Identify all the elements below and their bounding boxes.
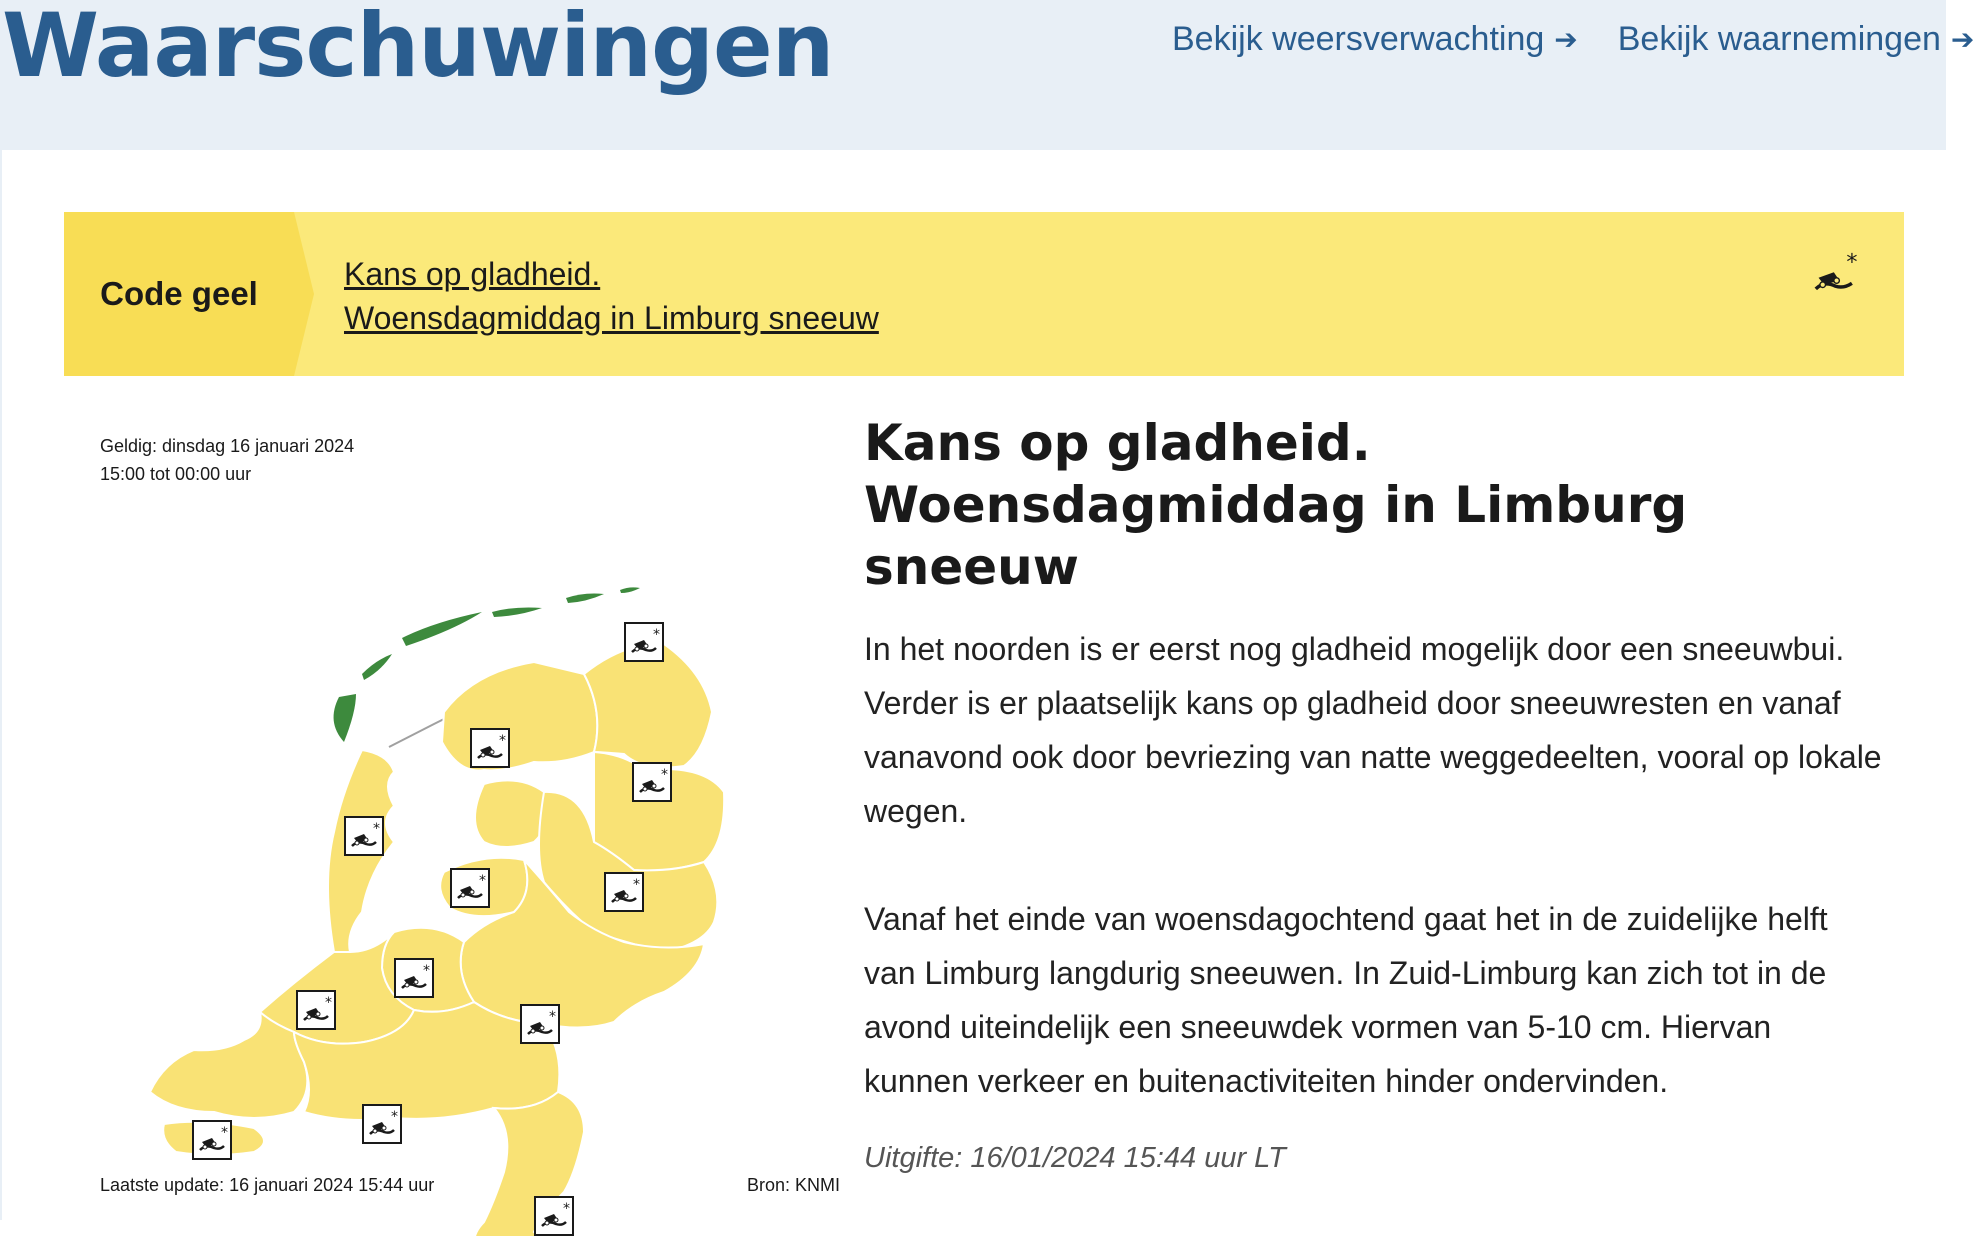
region-flevoland (475, 780, 547, 847)
warning-icon-noord-holland[interactable] (344, 816, 384, 856)
forecast-link-label: Bekijk weersverwachting (1172, 20, 1545, 58)
map-source: Bron: KNMI (746, 1175, 840, 1195)
warning-map (64, 412, 840, 1202)
warning-article (864, 412, 1884, 1175)
netherlands-map (64, 412, 814, 1202)
header-links (1172, 20, 1974, 59)
region-friesland (442, 662, 597, 770)
map-last-update: Laatste update: 16 januari 2024 15:44 uur (100, 1175, 435, 1195)
warning-code-label: Code geel (64, 212, 294, 376)
forecast-link[interactable] (1172, 20, 1578, 59)
arrow-right-icon: ➔ (1554, 24, 1578, 55)
warning-icon-drenthe[interactable] (632, 762, 672, 802)
map-validity (100, 432, 354, 488)
warning-icon-flevoland[interactable] (450, 868, 490, 908)
region-zeeland (150, 1012, 307, 1118)
page-title: Waarschuwingen (2, 0, 834, 97)
arrow-right-icon: ➔ (1950, 24, 1974, 55)
observations-link-label: Bekijk waarnemingen (1617, 20, 1941, 58)
article-paragraph-2: Vanaf het einde van woensdagochtend gaat het in de zuidelijke helft van Limburg langdurig sneeuwen. In Zuid-Limburg kan zich tot in de avond uiteindelijk een sneeuwdek vormen van 5-10 cm. Hiervan kunnen verkeer en buitenactiviteiten hinder ondervinden. (864, 901, 1828, 1099)
warning-icon-zeeland[interactable] (192, 1120, 232, 1160)
island-rottumeroog (620, 587, 640, 593)
warning-banner[interactable] (64, 212, 1904, 376)
svg-text:*: * (1846, 249, 1858, 276)
warning-icon-limburg[interactable] (534, 1196, 574, 1236)
banner-link-line1[interactable]: Kans op gladheid. (344, 256, 601, 292)
observations-link[interactable] (1618, 20, 1974, 59)
header-bar (0, 0, 1974, 150)
warning-icon-noord-brabant[interactable] (362, 1104, 402, 1144)
banner-links (344, 252, 879, 340)
island-schiermonnikoog (566, 594, 604, 604)
map-validity-time: 15:00 tot 00:00 uur (100, 464, 252, 484)
island-vlieland (362, 654, 392, 680)
warning-icon-groningen[interactable] (624, 622, 664, 662)
article-title: Kans op gladheid. Woensdagmiddag in Limburg sneeuw (864, 414, 1688, 596)
map-validity-date: Geldig: dinsdag 16 januari 2024 (100, 436, 355, 456)
warning-icon-utrecht[interactable] (394, 958, 434, 998)
warning-icon-overijssel[interactable] (604, 872, 644, 912)
warning-icon-zuid-holland[interactable] (296, 990, 336, 1030)
main-content (0, 150, 1948, 1220)
banner-link-line2[interactable]: Woensdagmiddag in Limburg sneeuw (344, 300, 879, 336)
issued-timestamp: Uitgifte: 16/01/2024 15:44 uur LT (864, 1142, 1286, 1174)
warning-icon-gelderland[interactable] (520, 1004, 560, 1044)
island-ameland (492, 608, 542, 618)
region-groningen (584, 644, 712, 768)
island-texel (334, 694, 356, 742)
island-terschelling (402, 612, 482, 646)
article-paragraph-1: In het noorden is er eerst nog gladheid mogelijk door een sneeuwbui. Verder is er plaatselijk kans op gladheid door sneeuwresten en vanaf vanavond ook door bevriezing van natte weggedeelten, vooral op lokale wegen. (864, 631, 1882, 829)
slippery-snow-icon (1810, 250, 1866, 300)
warning-icon-friesland[interactable] (470, 728, 510, 768)
